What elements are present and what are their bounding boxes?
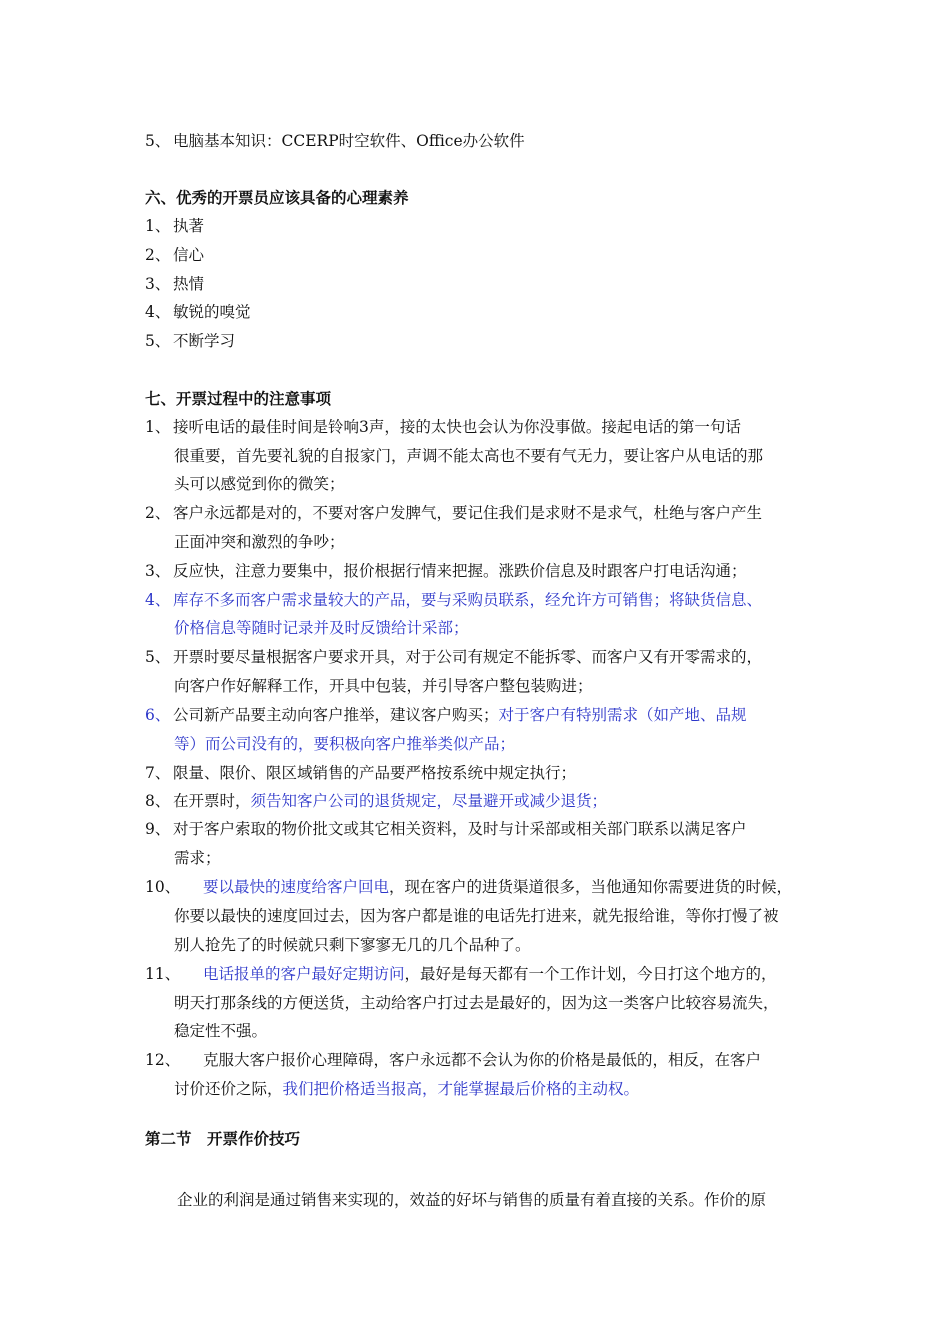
list-item: [145, 241, 204, 269]
list-text-continued: 正面冲突和激烈的争吵；: [174, 533, 345, 551]
list-text: 不断学习: [173, 332, 236, 350]
list-text: 对于客户索取的物价批文或其它相关资料，及时与计采部或相关部门联系以满足客户: [173, 820, 747, 838]
list-text-highlight: 电话报单的客户最好定期访问: [203, 965, 405, 983]
list-text: 接听电话的最佳时间是铃响3声，接的太快也会认为你没事做。接起电话的第一句话: [173, 418, 741, 436]
list-text: ，现在客户的进货渠道很多，当他通知你需要进货的时候，: [389, 878, 793, 896]
list-item: [145, 413, 741, 441]
list-text-continued: 你要以最快的速度回过去，因为客户都是谁的电话先打进来，就先报给谁，等你打慢了被: [174, 907, 779, 925]
list-text: 电脑基本知识：CCERP时空软件、Office办公软件: [173, 132, 525, 150]
list-number: 11、: [145, 965, 181, 983]
list-text-highlight: 要以最快的速度给客户回电: [203, 878, 390, 896]
list-number: 1、: [145, 217, 171, 235]
list-number: 3、: [145, 275, 171, 293]
list-item: [145, 499, 762, 527]
list-text: 热情: [173, 275, 205, 293]
list-text-highlight: 我们把价格适当报高，才能掌握最后价格的主动权。: [282, 1080, 640, 1098]
list-number: 2、: [145, 504, 171, 522]
list-item: [145, 327, 235, 355]
list-number: 9、: [145, 820, 171, 838]
list-item: [145, 586, 762, 614]
list-number: 4、: [145, 591, 171, 609]
list-text-continued: 很重要，首先要礼貌的自报家门，声调不能太高也不要有气无力，要让客户从电话的那: [174, 447, 764, 465]
list-number: 2、: [145, 246, 171, 264]
list-text: 客户永远都是对的，不要对客户发脾气，要记住我们是求财不是求气，杜绝与客户产生: [173, 504, 763, 522]
list-text: 库存不多而客户需求量较大的产品，要与采购员联系，经允许方可销售；将缺货信息、: [173, 591, 763, 609]
list-number: 8、: [145, 792, 171, 810]
list-text: 限量、限价、限区域销售的产品要严格按系统中规定执行；: [173, 764, 577, 782]
list-text: 执著: [173, 217, 205, 235]
list-item: [145, 557, 747, 585]
list-number: 4、: [145, 303, 171, 321]
list-text-highlight: 须告知客户公司的退货规定，尽量避开或减少退货；: [250, 792, 608, 810]
list-text: ，最好是每天都有一个工作计划，今日打这个地方的，: [404, 965, 777, 983]
paragraph: 企业的利润是通过销售来实现的，效益的好坏与销售的质量有着直接的关系。作价的原: [177, 1191, 767, 1209]
list-number: 12、: [145, 1051, 181, 1069]
list-number: 6、: [145, 706, 171, 724]
list-number: 5、: [145, 332, 171, 350]
list-text: 信心: [173, 246, 205, 264]
list-text: 反应快，注意力要集中，报价根据行情来把握。涨跌价信息及时跟客户打电话沟通；: [173, 562, 747, 580]
list-text-continued: 明天打那条线的方便送货，主动给客户打过去是最好的，因为这一类客户比较容易流失，: [174, 994, 779, 1012]
list-text-continued: 价格信息等随时记录并及时反馈给计采部；: [174, 619, 469, 637]
list-text-continued: [174, 1075, 639, 1103]
list-item: [145, 643, 762, 671]
list-text: 讨价还价之际，: [174, 1080, 283, 1098]
list-item: [145, 212, 204, 240]
list-text-continued: 稳定性不强。: [174, 1022, 268, 1040]
list-text-continued: 向客户作好解释工作，开具中包装，并引导客户整包装购进；: [174, 677, 593, 695]
list-item: [145, 701, 747, 729]
list-number: 1、: [145, 418, 171, 436]
list-text-continued: 需求；: [174, 849, 221, 867]
list-text: 克服大客户报价心理障碍，客户永远都不会认为你的价格是最低的，相反，在客户: [203, 1051, 762, 1069]
list-item: [145, 815, 747, 843]
section-heading-2: 第二节 开票作价技巧: [145, 1130, 301, 1148]
list-text: 公司新产品要主动向客户推举，建议客户购买；: [173, 706, 499, 724]
list-number: 5、: [145, 132, 171, 150]
section-heading-7: 七、开票过程中的注意事项: [145, 390, 332, 408]
list-text-continued: 等）而公司没有的，要积极向客户推举类似产品；: [174, 735, 516, 753]
list-number: 10、: [145, 878, 181, 896]
section-heading-6: 六、优秀的开票员应该具备的心理素养: [145, 189, 409, 207]
list-item: [145, 960, 777, 988]
list-number: 3、: [145, 562, 171, 580]
list-text: 开票时要尽量根据客户要求开具，对于公司有规定不能拆零、而客户又有开零需求的，: [173, 648, 763, 666]
list-item: [145, 759, 576, 787]
list-item: [145, 873, 792, 901]
list-item: [145, 270, 204, 298]
list-item: [145, 298, 251, 326]
list-item: [145, 787, 607, 815]
list-number: 5、: [145, 648, 171, 666]
list-text-continued: 头可以感觉到你的微笑；: [174, 475, 345, 493]
list-text: 在开票时，: [173, 792, 251, 810]
list-text-highlight: 对于客户有特别需求（如产地、品规: [498, 706, 747, 724]
list-text-continued: 别人抢先了的时候就只剩下寥寥无几的几个品种了。: [174, 936, 531, 954]
list-item: [145, 1046, 761, 1074]
list-text: 敏锐的嗅觉: [173, 303, 251, 321]
list-number: 7、: [145, 764, 171, 782]
list-item: [145, 127, 525, 155]
